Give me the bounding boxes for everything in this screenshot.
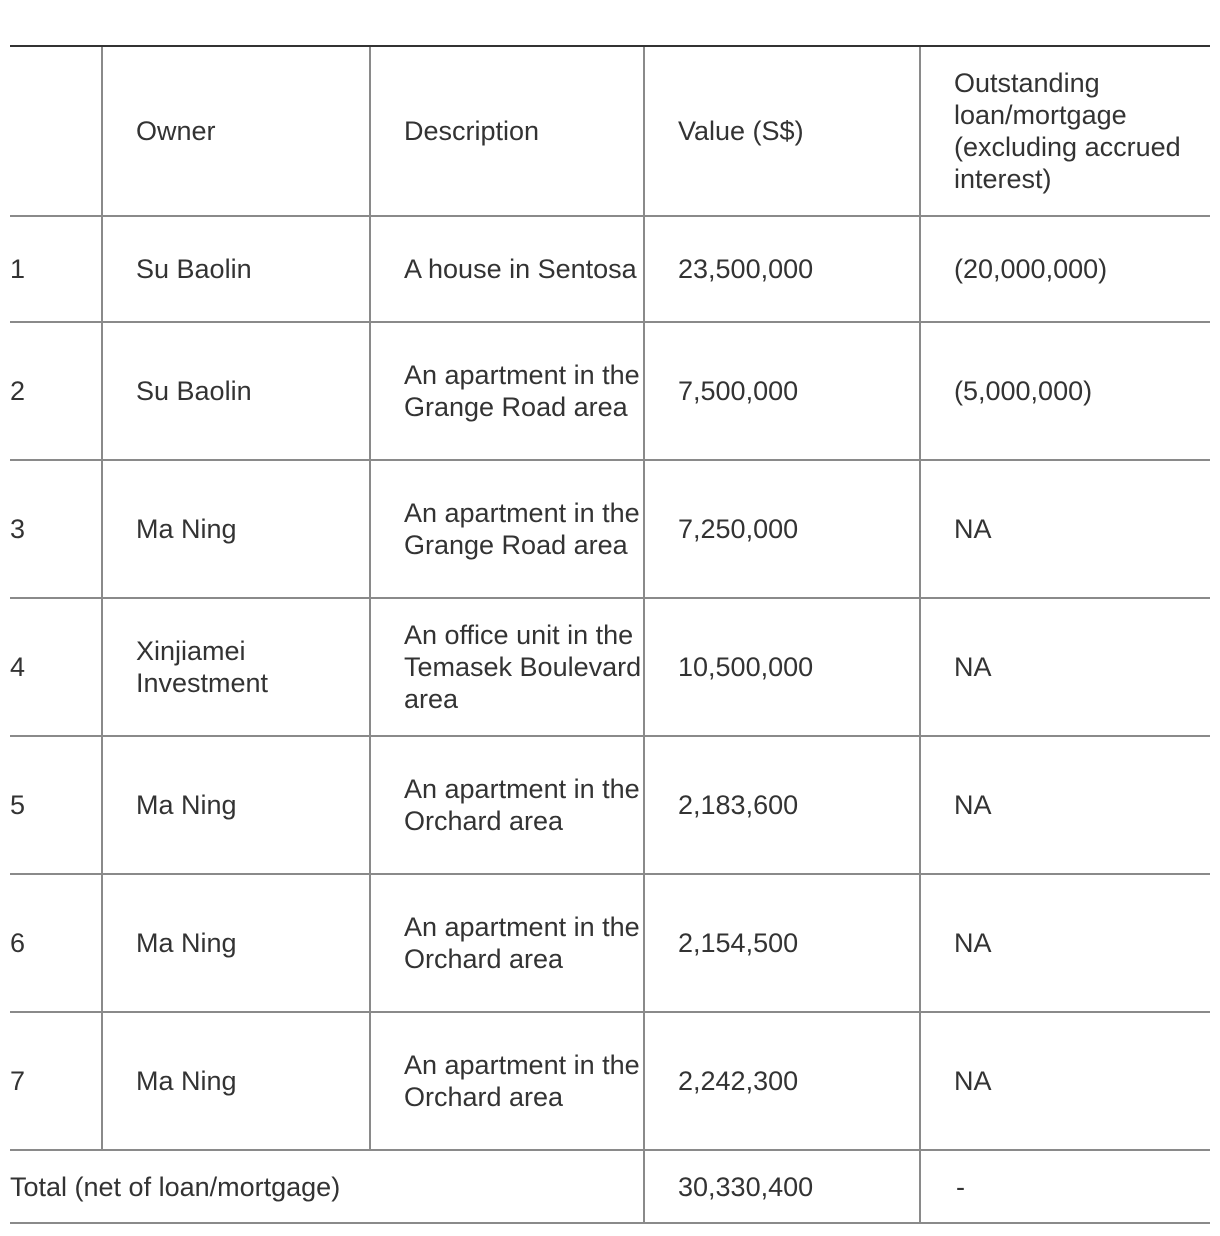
row-owner: Ma Ning xyxy=(102,874,370,1012)
row-loan: NA xyxy=(920,598,1210,736)
header-owner: Owner xyxy=(102,46,370,216)
row-number: 7 xyxy=(10,1012,102,1150)
row-loan: (5,000,000) xyxy=(920,322,1210,460)
row-value: 2,154,500 xyxy=(644,874,920,1012)
row-value: 7,250,000 xyxy=(644,460,920,598)
header-loan: Outstanding loan/mortgage (excluding accrued interest) xyxy=(920,46,1210,216)
row-loan: (20,000,000) xyxy=(920,216,1210,322)
total-label: Total (net of loan/mortgage) xyxy=(10,1150,644,1223)
row-number: 5 xyxy=(10,736,102,874)
table-row xyxy=(10,1012,1210,1150)
total-loan: - xyxy=(920,1150,1210,1223)
row-owner: Xinjiamei Investment xyxy=(102,598,370,736)
row-description: An apartment in the Orchard area xyxy=(370,736,644,874)
table-row xyxy=(10,874,1210,1012)
header-description: Description xyxy=(370,46,644,216)
row-value: 10,500,000 xyxy=(644,598,920,736)
row-description: An office unit in the Temasek Boulevard area xyxy=(370,598,644,736)
table-row xyxy=(10,598,1210,736)
property-table xyxy=(10,45,1210,1224)
row-loan: NA xyxy=(920,460,1210,598)
row-description: A house in Sentosa xyxy=(370,216,644,322)
row-value: 7,500,000 xyxy=(644,322,920,460)
row-description: An apartment in the Grange Road area xyxy=(370,460,644,598)
row-value: 23,500,000 xyxy=(644,216,920,322)
table-row xyxy=(10,736,1210,874)
table-row xyxy=(10,216,1210,322)
row-value: 2,183,600 xyxy=(644,736,920,874)
total-row xyxy=(10,1150,1210,1223)
header-row xyxy=(10,46,1210,216)
row-number: 4 xyxy=(10,598,102,736)
row-loan: NA xyxy=(920,874,1210,1012)
row-owner: Ma Ning xyxy=(102,736,370,874)
row-owner: Su Baolin xyxy=(102,322,370,460)
row-value: 2,242,300 xyxy=(644,1012,920,1150)
row-loan: NA xyxy=(920,736,1210,874)
table-row xyxy=(10,460,1210,598)
row-owner: Ma Ning xyxy=(102,460,370,598)
header-number xyxy=(10,46,102,216)
row-number: 3 xyxy=(10,460,102,598)
row-number: 2 xyxy=(10,322,102,460)
row-owner: Su Baolin xyxy=(102,216,370,322)
header-value: Value (S$) xyxy=(644,46,920,216)
row-number: 1 xyxy=(10,216,102,322)
table-row xyxy=(10,322,1210,460)
row-description: An apartment in the Grange Road area xyxy=(370,322,644,460)
row-description: An apartment in the Orchard area xyxy=(370,874,644,1012)
row-description: An apartment in the Orchard area xyxy=(370,1012,644,1150)
row-owner: Ma Ning xyxy=(102,1012,370,1150)
total-value: 30,330,400 xyxy=(644,1150,920,1223)
row-loan: NA xyxy=(920,1012,1210,1150)
row-number: 6 xyxy=(10,874,102,1012)
